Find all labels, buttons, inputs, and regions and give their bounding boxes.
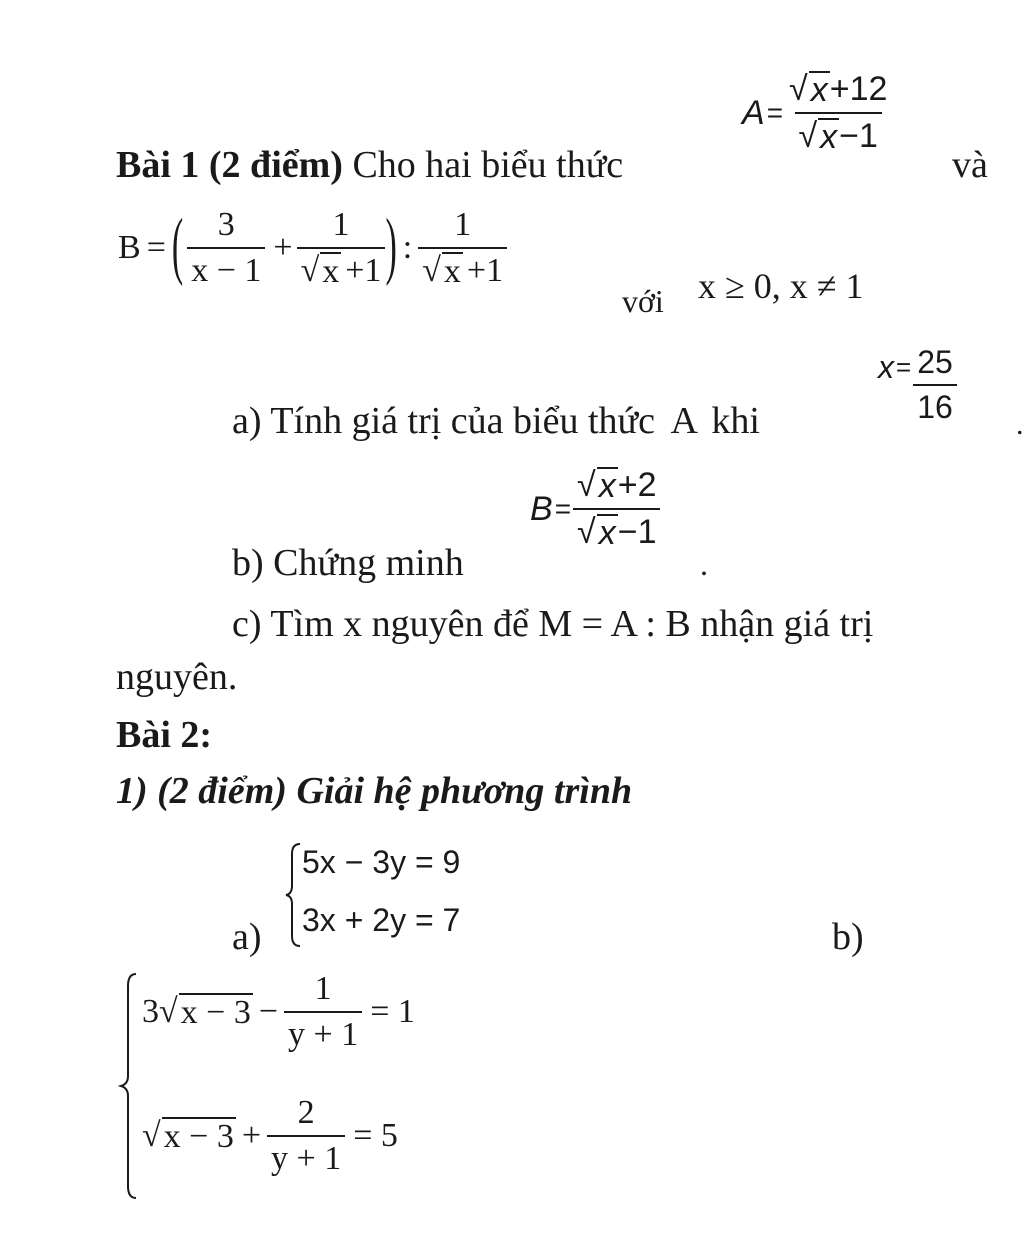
B-f2-radicand: x <box>322 253 340 291</box>
bai1-heading-line <box>116 146 623 184</box>
eq1-rhs: = 1 <box>370 993 415 1030</box>
part-a-text: a) Tính giá trị của biểu thức <box>232 400 655 442</box>
bai1-heading: Bài 1 (2 điểm) <box>116 144 343 186</box>
B-fraction-3 <box>418 206 507 290</box>
eq1-coefficient: 3 <box>142 993 159 1030</box>
system-a-brace <box>284 842 304 948</box>
system-b-label: b) <box>832 916 864 958</box>
part-b-den-radicand: x <box>598 514 616 553</box>
bai2-sub1-number: 1) (2 điểm) <box>116 770 287 812</box>
B-f2-num: 1 <box>332 206 350 243</box>
x-frac-num: 25 <box>917 344 953 380</box>
eq2-rhs: = 5 <box>353 1117 398 1154</box>
A-symbol: A <box>742 93 765 132</box>
right-paren: ) <box>385 206 397 288</box>
part-a-value <box>878 344 957 426</box>
A-den-rest: −1 <box>839 117 878 155</box>
eq2-radicand: x − 3 <box>163 1118 234 1156</box>
B-symbol: B <box>118 229 141 266</box>
part-b-end: . <box>700 546 708 582</box>
eq1-frac-den: y + 1 <box>284 1011 362 1054</box>
condition: x ≥ 0, x ≠ 1 <box>698 266 864 306</box>
bai2-sub1-title: Giải hệ phương trình <box>296 770 633 812</box>
eq1-radicand: x − 3 <box>180 994 251 1032</box>
A-num-rest: +12 <box>829 70 888 108</box>
part-b-num-radicand: x <box>598 467 616 506</box>
expression-B <box>118 206 507 290</box>
part-b-text: b) Chứng minh <box>232 542 464 584</box>
A-num-radicand: x <box>810 71 828 110</box>
B-symbol: B <box>530 489 553 528</box>
part-a-A: A <box>670 400 696 442</box>
part-c-line2: nguyên. <box>116 656 238 698</box>
part-c-line1: c) Tìm x nguyên để M = A : B nhận giá trị <box>232 603 874 645</box>
plus-sign: + <box>273 229 293 266</box>
eq1-fraction <box>284 970 362 1054</box>
left-paren: ( <box>171 206 184 288</box>
part-a-when: khi <box>711 400 760 442</box>
part-a-line <box>232 402 760 440</box>
equals-sign: = <box>554 493 572 524</box>
bai2-sub1 <box>116 772 632 810</box>
B-f3-radicand: x <box>443 253 461 291</box>
system-b-eq1: 3 √ x − 3 − $\frac{1}{y + 1}$ = 1 <box>142 970 415 1053</box>
eq2-fraction <box>267 1094 345 1178</box>
eq2-frac-num: 2 <box>297 1094 315 1131</box>
x-frac-den: 16 <box>913 384 957 426</box>
B-f3-num: 1 <box>454 206 472 243</box>
x-fraction <box>913 344 957 426</box>
eq2-frac-den: y + 1 <box>267 1135 345 1178</box>
equals-sign: = <box>146 229 166 266</box>
plus-sign: + <box>241 1117 262 1154</box>
B-f3-den: √ x +1 <box>418 247 507 290</box>
system-a-label: a) <box>232 916 262 958</box>
bai1-intro: Cho hai biểu thức <box>352 144 624 186</box>
part-b-numerator: √ x +2 <box>577 466 657 506</box>
system-b-eq2: √ x − 3 + $\frac{2}{y + 1}$ = 5 <box>142 1094 398 1177</box>
part-b-den-rest: −1 <box>617 513 657 551</box>
A-fraction <box>785 70 891 156</box>
equals-sign: = <box>766 97 784 128</box>
system-b-brace <box>118 972 140 1200</box>
eq1-frac-num: 1 <box>314 970 332 1007</box>
A-denominator: √ x −1 <box>795 112 882 156</box>
A-numerator: √ x +12 <box>789 70 888 110</box>
B-fraction-2 <box>297 206 386 290</box>
expression-A <box>742 70 891 156</box>
system-a-eq1: 5x − 3y = 9 <box>302 844 461 880</box>
and-word: và <box>952 144 988 186</box>
minus-sign: − <box>258 993 279 1030</box>
B-f1-den: x − 1 <box>187 247 265 290</box>
B-f1-num: 3 <box>217 206 235 243</box>
x-symbol: x <box>878 348 894 385</box>
bai2-heading: Bài 2: <box>116 714 213 756</box>
B-f2-den-rest: +1 <box>345 252 382 289</box>
B-fraction-1 <box>187 206 265 290</box>
with-word: với <box>622 283 664 319</box>
colon-sign: : <box>402 229 413 266</box>
part-a-end: . <box>1016 408 1024 441</box>
equals-sign: = <box>896 351 912 382</box>
part-b-fraction <box>573 466 660 552</box>
B-f3-den-rest: +1 <box>466 252 504 289</box>
part-b-denominator: √ x −1 <box>573 508 660 552</box>
B-f2-den: √ x +1 <box>297 247 386 290</box>
A-den-radicand: x <box>820 118 838 157</box>
part-b-num-rest: +2 <box>617 466 657 504</box>
part-b-expression <box>530 466 660 552</box>
system-a-eq2: 3x + 2y = 7 <box>302 902 461 938</box>
